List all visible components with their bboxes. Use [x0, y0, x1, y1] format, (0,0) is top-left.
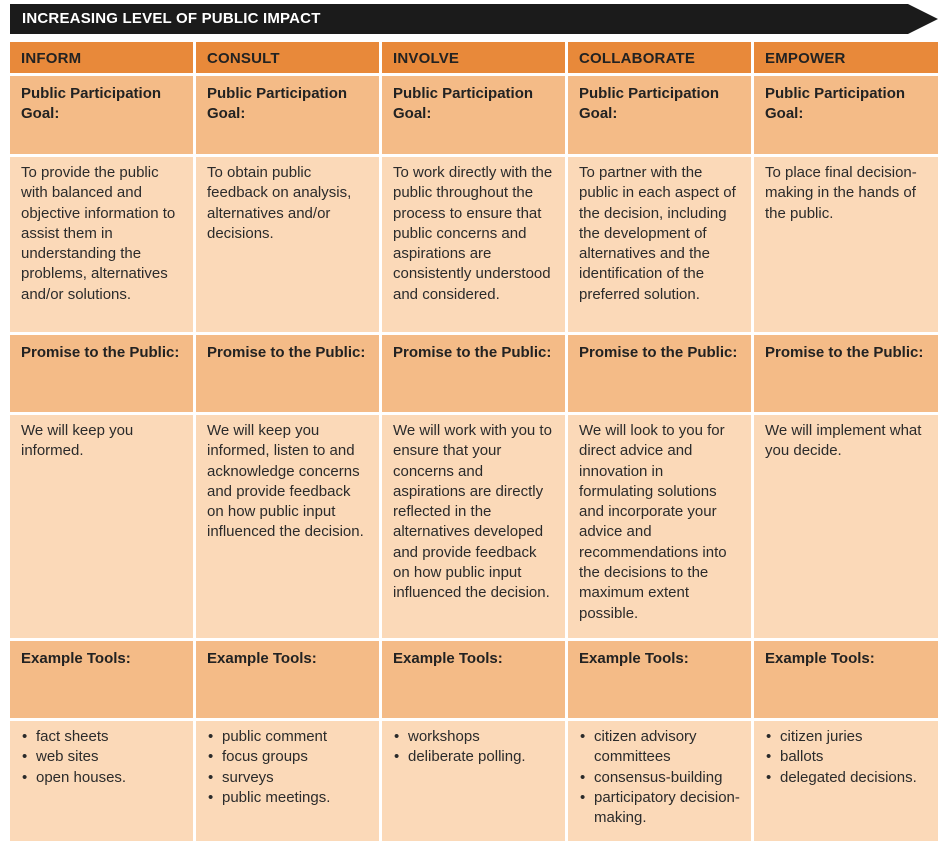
tool-item: • open houses.	[21, 768, 183, 788]
tools-cell-consult	[196, 721, 379, 841]
tool-item: • consensus-building	[579, 768, 741, 788]
tool-item: • surveys	[207, 768, 369, 788]
goal-text-involve: To work directly with the public throughout the process to ensure that public concerns and aspirations are consistently understood and considered.	[382, 157, 565, 332]
impact-arrow-banner	[10, 4, 938, 34]
tools-list	[765, 727, 928, 788]
promise-label: Promise to the Public:	[754, 335, 938, 412]
tool-item: • workshops	[393, 727, 555, 747]
goal-text-collaborate: To partner with the public in each aspect of the decision, including the development of alternatives and the identification of the preferred solution.	[568, 157, 751, 332]
tools-list	[579, 727, 741, 828]
tool-item: • delegated decisions.	[765, 768, 928, 788]
tool-item: • focus groups	[207, 747, 369, 767]
promise-text-collaborate: We will look to you for direct advice and innovation in formulating solutions and incorporate your advice and recommendations into the decisions to the maximum extent possible.	[568, 415, 751, 638]
column-header-empower: EMPOWER	[754, 42, 938, 73]
tools-label: Example Tools:	[568, 641, 751, 718]
promise-label: Promise to the Public:	[196, 335, 379, 412]
tools-list	[393, 727, 555, 768]
tool-item: • public comment	[207, 727, 369, 747]
tools-label: Example Tools:	[196, 641, 379, 718]
tools-label: Example Tools:	[754, 641, 938, 718]
column-header-consult: CONSULT	[196, 42, 379, 73]
goal-text-empower: To place final decision-making in the hands of the public.	[754, 157, 938, 332]
tool-item: • participatory decision-making.	[579, 788, 741, 829]
tool-item: • fact sheets	[21, 727, 183, 747]
column-header-inform: INFORM	[10, 42, 193, 73]
goal-label: Public Participation Goal:	[196, 76, 379, 154]
promise-text-consult: We will keep you informed, listen to and acknowledge concerns and provide feedback on how public input influenced the decision.	[196, 415, 379, 638]
promise-label: Promise to the Public:	[568, 335, 751, 412]
goal-text-inform: To provide the public with balanced and objective information to assist them in understanding the problems, alternatives and/or solutions.	[10, 157, 193, 332]
tool-item: • web sites	[21, 747, 183, 767]
tools-list	[21, 727, 183, 788]
promise-text-inform: We will keep you informed.	[10, 415, 193, 638]
tools-cell-involve	[382, 721, 565, 841]
tool-item: • public meetings.	[207, 788, 369, 808]
tool-item: • ballots	[765, 747, 928, 767]
promise-label: Promise to the Public:	[10, 335, 193, 412]
promise-text-empower: We will implement what you decide.	[754, 415, 938, 638]
column-header-involve: INVOLVE	[382, 42, 565, 73]
tools-cell-inform	[10, 721, 193, 841]
tools-cell-empower	[754, 721, 938, 841]
banner-title: INCREASING LEVEL OF PUBLIC IMPACT	[22, 10, 321, 27]
promise-text-involve: We will work with you to ensure that your concerns and aspirations are directly reflected in the alternatives developed and provide feedback on how public input influenced the decision.	[382, 415, 565, 638]
tool-item: • deliberate polling.	[393, 747, 555, 767]
tools-cell-collaborate	[568, 721, 751, 841]
tools-list	[207, 727, 369, 808]
goal-text-consult: To obtain public feedback on analysis, alternatives and/or decisions.	[196, 157, 379, 332]
participation-spectrum-table	[10, 42, 938, 841]
column-header-collaborate: COLLABORATE	[568, 42, 751, 73]
tools-label: Example Tools:	[10, 641, 193, 718]
goal-label: Public Participation Goal:	[568, 76, 751, 154]
goal-label: Public Participation Goal:	[754, 76, 938, 154]
tools-label: Example Tools:	[382, 641, 565, 718]
goal-label: Public Participation Goal:	[10, 76, 193, 154]
tool-item: • citizen advisory committees	[579, 727, 741, 768]
promise-label: Promise to the Public:	[382, 335, 565, 412]
tool-item: • citizen juries	[765, 727, 928, 747]
goal-label: Public Participation Goal:	[382, 76, 565, 154]
